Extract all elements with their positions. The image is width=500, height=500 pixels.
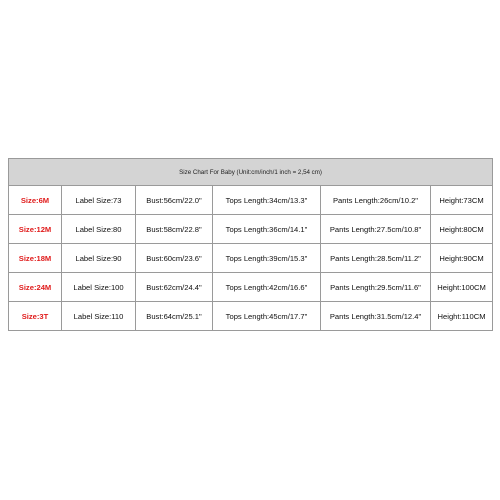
table-row [9, 186, 493, 215]
pants-length-cell: Pants Length:26cm/10.2" [321, 186, 431, 215]
size-cell: Size:3T [9, 302, 62, 331]
bust-cell: Bust:60cm/23.6" [136, 244, 213, 273]
tops-length-cell: Tops Length:34cm/13.3" [213, 186, 321, 215]
label-size-cell: Label Size:73 [62, 186, 136, 215]
table-row [9, 244, 493, 273]
size-cell: Size:6M [9, 186, 62, 215]
table-row [9, 215, 493, 244]
height-cell: Height:110CM [431, 302, 493, 331]
tops-length-cell: Tops Length:39cm/15.3" [213, 244, 321, 273]
size-cell: Size:18M [9, 244, 62, 273]
tops-length-cell: Tops Length:36cm/14.1" [213, 215, 321, 244]
bust-cell: Bust:58cm/22.8" [136, 215, 213, 244]
pants-length-cell: Pants Length:27.5cm/10.8" [321, 215, 431, 244]
height-cell: Height:80CM [431, 215, 493, 244]
table-title: Size Chart For Baby (Unit:cm/inch/1 inch = 2,54 cm) [9, 159, 493, 186]
table-title-row [9, 159, 493, 186]
bust-cell: Bust:62cm/24.4" [136, 273, 213, 302]
tops-length-cell: Tops Length:45cm/17.7" [213, 302, 321, 331]
table-row [9, 302, 493, 331]
pants-length-cell: Pants Length:28.5cm/11.2" [321, 244, 431, 273]
pants-length-cell: Pants Length:31.5cm/12.4" [321, 302, 431, 331]
height-cell: Height:73CM [431, 186, 493, 215]
tops-length-cell: Tops Length:42cm/16.6" [213, 273, 321, 302]
size-cell: Size:24M [9, 273, 62, 302]
label-size-cell: Label Size:110 [62, 302, 136, 331]
pants-length-cell: Pants Length:29.5cm/11.6" [321, 273, 431, 302]
label-size-cell: Label Size:100 [62, 273, 136, 302]
size-chart-table [8, 158, 493, 331]
height-cell: Height:100CM [431, 273, 493, 302]
table-row [9, 273, 493, 302]
bust-cell: Bust:64cm/25.1" [136, 302, 213, 331]
label-size-cell: Label Size:80 [62, 215, 136, 244]
bust-cell: Bust:56cm/22.0" [136, 186, 213, 215]
size-cell: Size:12M [9, 215, 62, 244]
height-cell: Height:90CM [431, 244, 493, 273]
label-size-cell: Label Size:90 [62, 244, 136, 273]
